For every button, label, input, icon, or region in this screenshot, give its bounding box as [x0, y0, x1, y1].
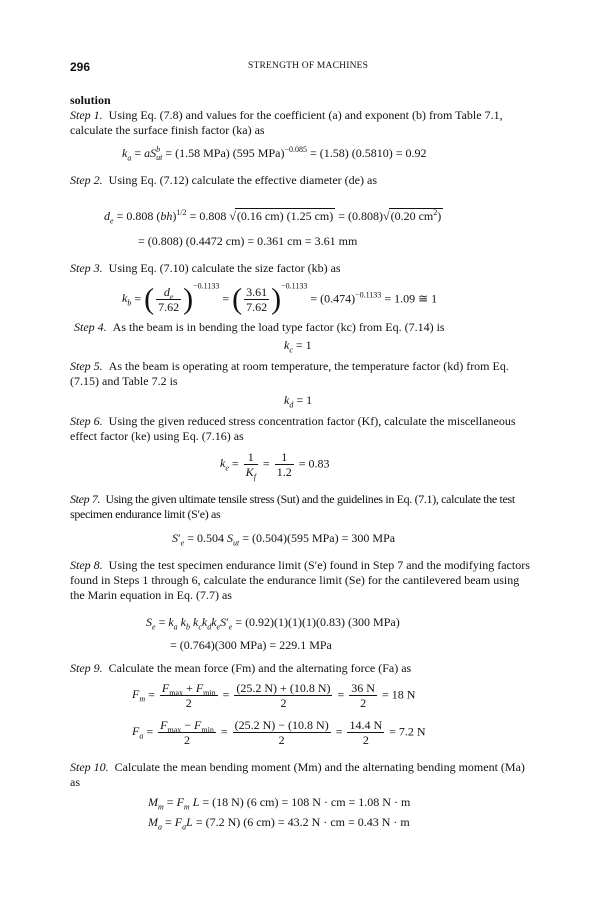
step-label: Step 4.	[74, 320, 107, 334]
eq-ke: $k_e$ = $\frac{1}{K_f}$ = $\frac{1}{1.2}$ = 0.83	[220, 450, 330, 482]
eq-ma: $M_a = F_aL = (7.2$ N) (6 cm) = 43.2 N · cm = 0.43 N · m	[148, 815, 410, 832]
step-2	[70, 173, 532, 188]
step-label: Step 9.	[70, 661, 103, 675]
step-text: Using the given reduced stress concentration factor (Kf), calculate the miscellaneous effect factor (ke) using Eq. (7.16) as	[70, 414, 516, 443]
step-text: Using Eq. (7.10) calculate the size factor (kb) as	[108, 261, 341, 275]
step-text: Calculate the mean force (Fm) and the alternating force (Fa) as	[108, 661, 412, 675]
eq-fa: $F_a$ = $\frac{F_{max} - F_{min}}{2}$ = $\frac{(25.2 N) - (10.8 N)}{2}$ = $\frac{14.4 N}{2}$ = 7.2 N	[132, 718, 426, 747]
section-heading: solution	[70, 93, 111, 107]
step-text: Using the test specimen endurance limit (S′e) found in Step 7 and the modifying factors found in Steps 1 through 6, calculate the endurance limit (Se) for the cantilevered beam using the Marin equation in Eq. (7.7) as	[70, 558, 530, 602]
eq-mm: $M_m = F_m$ L = (18 N) (6 cm) = 108 N · cm = 1.08 N · m	[148, 795, 411, 812]
eq-de-2: = (0.808) (0.4472 cm) = 0.361 cm = 3.61 mm	[138, 234, 358, 248]
step-text: Calculate the mean bending moment (Mm) and the alternating bending moment (Ma) as	[70, 760, 525, 789]
step-8	[70, 558, 532, 603]
eq-ka: $k_a = aS^b_{ut} = (1.58$ MPa) (595 MPa)$^{-0.085}$ = (1.58) (0.5810) = 0.92	[122, 145, 427, 163]
step-text: Using Eq. (7.8) and values for the coefficient (a) and exponent (b) from Table 7.1, calculate the surface finish factor (ka) as	[70, 108, 503, 137]
running-title: STRENGTH OF MACHINES	[248, 61, 369, 71]
eq-kb: $k_b$ = ( $\frac{d_e}{7.62}$ )$^{-0.1133}$ = ( $\frac{3.61}{7.62}$ )$^{-0.1133} = (0.474)^{-0.1133} = 1.09$ ≅ 1	[122, 281, 438, 316]
step-label: Step 10.	[70, 760, 109, 774]
step-label: Step 7.	[70, 492, 101, 506]
step-label: Step 6.	[70, 414, 103, 428]
step-label: Step 2.	[70, 173, 103, 187]
eq-se-1: $S_e = k_a$ $k_b$ $k_ck_dk_eS'_e = (0.92)(1)(1)(1)(0.83)$ (300 MPa)	[146, 615, 400, 632]
eq-se-prime: $S'_e = 0.504$ $S_{ut} = (0.504)(595$ MPa) = 300 MPa	[172, 531, 396, 548]
step-6	[70, 414, 532, 444]
step-7	[70, 492, 532, 522]
eq-de-1: $d_e = 0.808$ (bh)$^{1/2}$ = 0.808 √(0.16 cm) (1.25 cm) = (0.808)√(0.20 $cm^2$)	[104, 208, 442, 226]
step-text: Using the given ultimate tensile stress (Sut) and the guidelines in Eq. (7.1), calculate the test specimen endurance limit (S′e) as	[70, 492, 515, 521]
step-3	[70, 261, 532, 276]
eq-se-2: = (0.764)(300 MPa) = 229.1 MPa	[170, 638, 332, 652]
page-number: 296	[70, 60, 91, 74]
step-text: As the beam is in bending the load type factor (kc) from Eq. (7.14) is	[112, 320, 445, 334]
eq-kd: $k_d = 1$	[284, 393, 313, 410]
step-label: Step 1.	[70, 108, 103, 122]
step-4	[74, 320, 536, 335]
step-label: Step 5.	[70, 359, 103, 373]
step-label: Step 8.	[70, 558, 103, 572]
eq-kc: $k_c = 1$	[284, 338, 312, 355]
step-5	[70, 359, 532, 389]
step-text: As the beam is operating at room temperature, the temperature factor (kd) from Eq. (7.15) and Table 7.2 is	[70, 359, 509, 388]
step-1	[70, 108, 532, 138]
step-10	[70, 760, 532, 790]
step-text: Using Eq. (7.12) calculate the effective diameter (de) as	[108, 173, 377, 187]
step-label: Step 3.	[70, 261, 103, 275]
step-9	[70, 661, 532, 676]
eq-fm: $F_m$ = $\frac{F_{max} + F_{min}}{2}$ = $\frac{(25.2 N) + (10.8 N)}{2}$ = $\frac{36 N}{2}$ = 18 N	[132, 681, 416, 710]
